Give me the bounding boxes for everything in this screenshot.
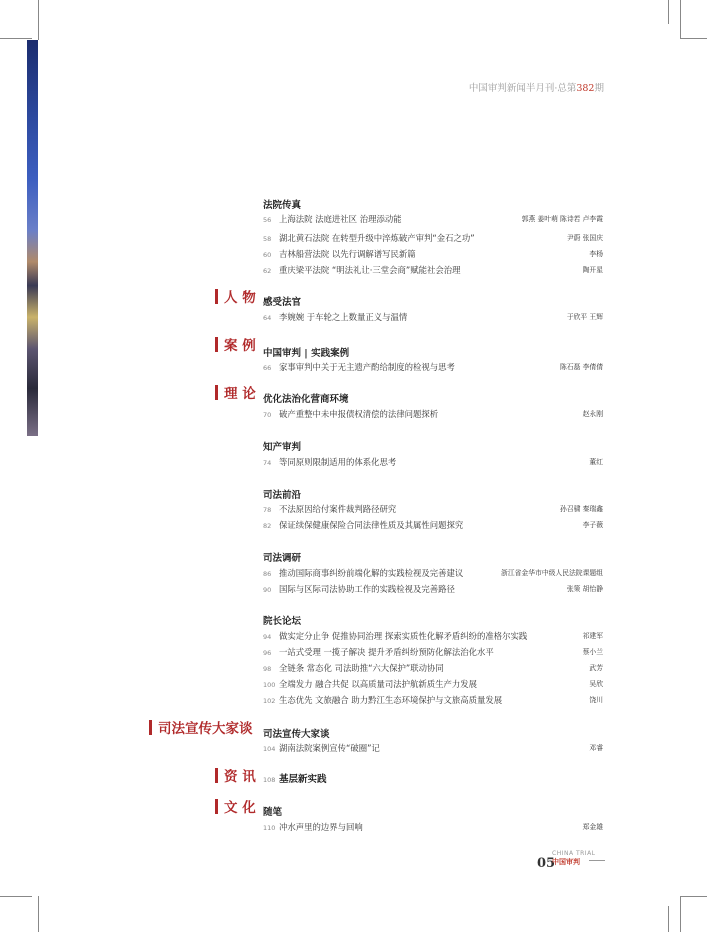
toc-author: 李子薇 xyxy=(582,521,603,529)
toc-title: 吉林船营法院 以先行调解谱写民新篇 xyxy=(279,249,416,259)
toc-entry[interactable] xyxy=(263,678,603,690)
category-label: 理 论 xyxy=(224,386,256,402)
toc-author: 陈石磊 李倩倩 xyxy=(560,363,603,371)
crop-mark-top-right-v2 xyxy=(680,0,681,38)
section-title: 基层新实践 xyxy=(279,774,327,785)
toc-title: 推动国际商事纠纷前端化解的实践检视及完善建议 xyxy=(279,568,464,578)
category-label: 司法宣传大家谈 xyxy=(158,721,253,737)
toc-entry[interactable] xyxy=(263,773,603,785)
crop-mark-bottom-right-v2 xyxy=(680,896,681,932)
toc-entry[interactable] xyxy=(263,519,603,531)
toc-author: 饶川 xyxy=(589,696,603,704)
toc-page: 108 xyxy=(263,776,276,784)
toc-author: 武芳 xyxy=(589,664,603,672)
toc-page: 56 xyxy=(263,216,272,224)
category-culture xyxy=(215,799,256,817)
toc-page: 82 xyxy=(263,522,272,530)
toc-title: 保证续保健康保险合同法律性质及其属性问题探究 xyxy=(279,520,464,530)
category-label: 文 化 xyxy=(224,800,256,816)
section-title: 司法前沿 xyxy=(263,490,302,501)
toc-title: 破产重整中未申报债权清偿的法律问题探析 xyxy=(279,409,439,419)
toc-entry[interactable] xyxy=(263,408,603,420)
section-title: 法院传真 xyxy=(263,200,302,211)
toc-page: 98 xyxy=(263,665,272,673)
toc-author: 吴欣 xyxy=(589,680,603,688)
issue-header-prefix: 中国审判新闻半月刊·总第 xyxy=(468,83,577,94)
issue-header xyxy=(469,80,604,94)
toc-author: 邓睿 xyxy=(589,744,603,752)
toc-author: 孙召骕 秦瑞鑫 xyxy=(560,505,603,513)
toc-title: 不法原因给付案件裁判路径研究 xyxy=(279,504,397,514)
toc-author: 郑金雄 xyxy=(582,823,603,831)
toc-author: 蔡小兰 xyxy=(582,648,603,656)
toc-page: 74 xyxy=(263,459,272,467)
toc-page: 104 xyxy=(263,745,276,753)
category-bar xyxy=(149,720,152,735)
section-title: 司法宣传大家谈 xyxy=(263,729,330,740)
toc-title: 上海法院 法庭进社区 治理添动能 xyxy=(279,214,402,224)
toc-author: 郭燕 姜叶萌 陈诗若 卢李霞 xyxy=(521,215,603,223)
toc-page: 70 xyxy=(263,411,272,419)
category-bar xyxy=(215,337,218,352)
page-footer xyxy=(537,850,596,871)
crop-mark-bottom-left-h xyxy=(0,896,32,897)
section-title: 随笔 xyxy=(263,807,283,818)
brand-en: CHINA TRIAL xyxy=(552,850,596,857)
toc-title: 重庆梁平法院 “明法礼让·三堂会商”赋能社会治理 xyxy=(279,265,461,275)
toc-page: 58 xyxy=(263,235,272,243)
crop-mark-top-left-v xyxy=(38,0,39,40)
toc-entry[interactable] xyxy=(263,662,603,674)
toc-page: 96 xyxy=(263,649,272,657)
crop-mark-top-right-v xyxy=(668,0,669,24)
toc-page: 102 xyxy=(263,697,276,705)
category-bar xyxy=(215,799,218,814)
toc-title: 生态优先 文旅融合 助力黔江生态环境保护与文旅高质量发展 xyxy=(279,695,503,705)
section-title: 优化法治化营商环境 xyxy=(263,394,349,405)
toc-entry[interactable] xyxy=(263,213,603,225)
section-title: 院长论坛 xyxy=(263,616,302,627)
toc-page: 86 xyxy=(263,570,272,578)
toc-entry[interactable] xyxy=(263,567,603,579)
toc-author: 祁建军 xyxy=(582,632,603,640)
toc-author: 尹蔚 张国庆 xyxy=(566,234,603,242)
toc-author: 陶开星 xyxy=(582,266,603,274)
toc-page: 60 xyxy=(263,251,272,259)
crop-mark-bottom-right-h xyxy=(680,896,707,897)
section-title: 感受法官 xyxy=(263,297,302,308)
toc-entry[interactable] xyxy=(263,646,603,658)
toc-page: 78 xyxy=(263,506,272,514)
section-title: 中国审判 | 实践案例 xyxy=(263,348,350,359)
toc-page: 90 xyxy=(263,586,272,594)
toc-page: 66 xyxy=(263,364,272,372)
section-title: 司法调研 xyxy=(263,553,302,564)
category-publicity xyxy=(149,720,253,738)
toc-page: 110 xyxy=(263,824,276,832)
toc-entry[interactable] xyxy=(263,583,603,595)
category-cases xyxy=(215,337,256,355)
crop-mark-top-right-h xyxy=(680,38,707,39)
category-bar xyxy=(215,768,218,783)
toc-author: 于欣平 王辉 xyxy=(566,313,603,321)
category-label: 案 例 xyxy=(224,338,256,354)
left-photo-strip xyxy=(27,40,38,436)
section-title: 知产审判 xyxy=(263,442,302,453)
toc-title: 冲水声里的边界与回响 xyxy=(279,822,363,832)
toc-title: 全端发力 融合共促 以高质量司法护航新质生产力发展 xyxy=(279,679,477,689)
toc-title: 全链条 常态化 司法助推“六大保护”联动协同 xyxy=(279,663,444,673)
toc-entry[interactable] xyxy=(263,821,603,833)
toc-author: 李杨 xyxy=(589,250,603,258)
toc-title: 一站式受理 一揽子解决 提升矛盾纠纷预防化解法治化水平 xyxy=(279,647,494,657)
issue-number: 382 xyxy=(576,83,595,94)
toc-entry[interactable] xyxy=(263,742,603,754)
toc-author: 浙江省金华市中级人民法院课题组 xyxy=(501,569,603,577)
toc-entry[interactable] xyxy=(263,248,603,260)
toc-author: 董红 xyxy=(589,458,603,466)
toc-title: 做实定分止争 促推协同治理 探索实质性化解矛盾纠纷的准格尔实践 xyxy=(279,631,528,641)
category-label: 人 物 xyxy=(224,290,256,306)
toc-entry[interactable] xyxy=(263,264,603,276)
toc-entry[interactable] xyxy=(263,361,603,373)
toc-page: 64 xyxy=(263,314,272,322)
category-news xyxy=(215,768,256,786)
category-bar xyxy=(215,289,218,304)
toc-page: 100 xyxy=(263,681,276,689)
brand-cn: 中国审判 xyxy=(552,858,580,866)
crop-mark-top-left-h xyxy=(0,38,32,39)
toc-page: 94 xyxy=(263,633,272,641)
category-label: 资 讯 xyxy=(224,769,256,785)
toc-title: 李婉婉 于车轮之上数量正义与温情 xyxy=(279,312,408,322)
toc-entry[interactable] xyxy=(263,311,603,323)
toc-entry[interactable] xyxy=(263,630,603,642)
toc-author: 张策 胡怡静 xyxy=(566,585,603,593)
crop-mark-bottom-right-v xyxy=(668,906,669,932)
toc-title: 湖北黄石法院 在转型升级中淬炼破产审判“金石之功” xyxy=(279,233,475,243)
category-people xyxy=(215,289,256,307)
page-number: 05 xyxy=(537,856,556,871)
toc-entry[interactable] xyxy=(263,694,603,706)
toc-title: 家事审判中关于无主遗产酌给制度的检视与思考 xyxy=(279,362,455,372)
toc-author: 赵永刚 xyxy=(582,410,603,418)
crop-mark-bottom-left-v xyxy=(38,896,39,932)
toc-page: 62 xyxy=(263,267,272,275)
toc-title: 等同原则限制适用的体系化思考 xyxy=(279,457,397,467)
category-theory xyxy=(215,385,256,403)
toc-title: 湖南法院案例宣传“破圈”记 xyxy=(279,743,380,753)
toc-entry[interactable] xyxy=(263,456,603,468)
footer-rule xyxy=(589,860,605,861)
category-bar xyxy=(215,385,218,400)
toc-entry[interactable] xyxy=(263,503,603,515)
issue-header-suffix: 期 xyxy=(594,83,604,94)
toc-title: 国际与区际司法协助工作的实践检视及完善路径 xyxy=(279,584,455,594)
toc-entry[interactable] xyxy=(263,232,603,244)
